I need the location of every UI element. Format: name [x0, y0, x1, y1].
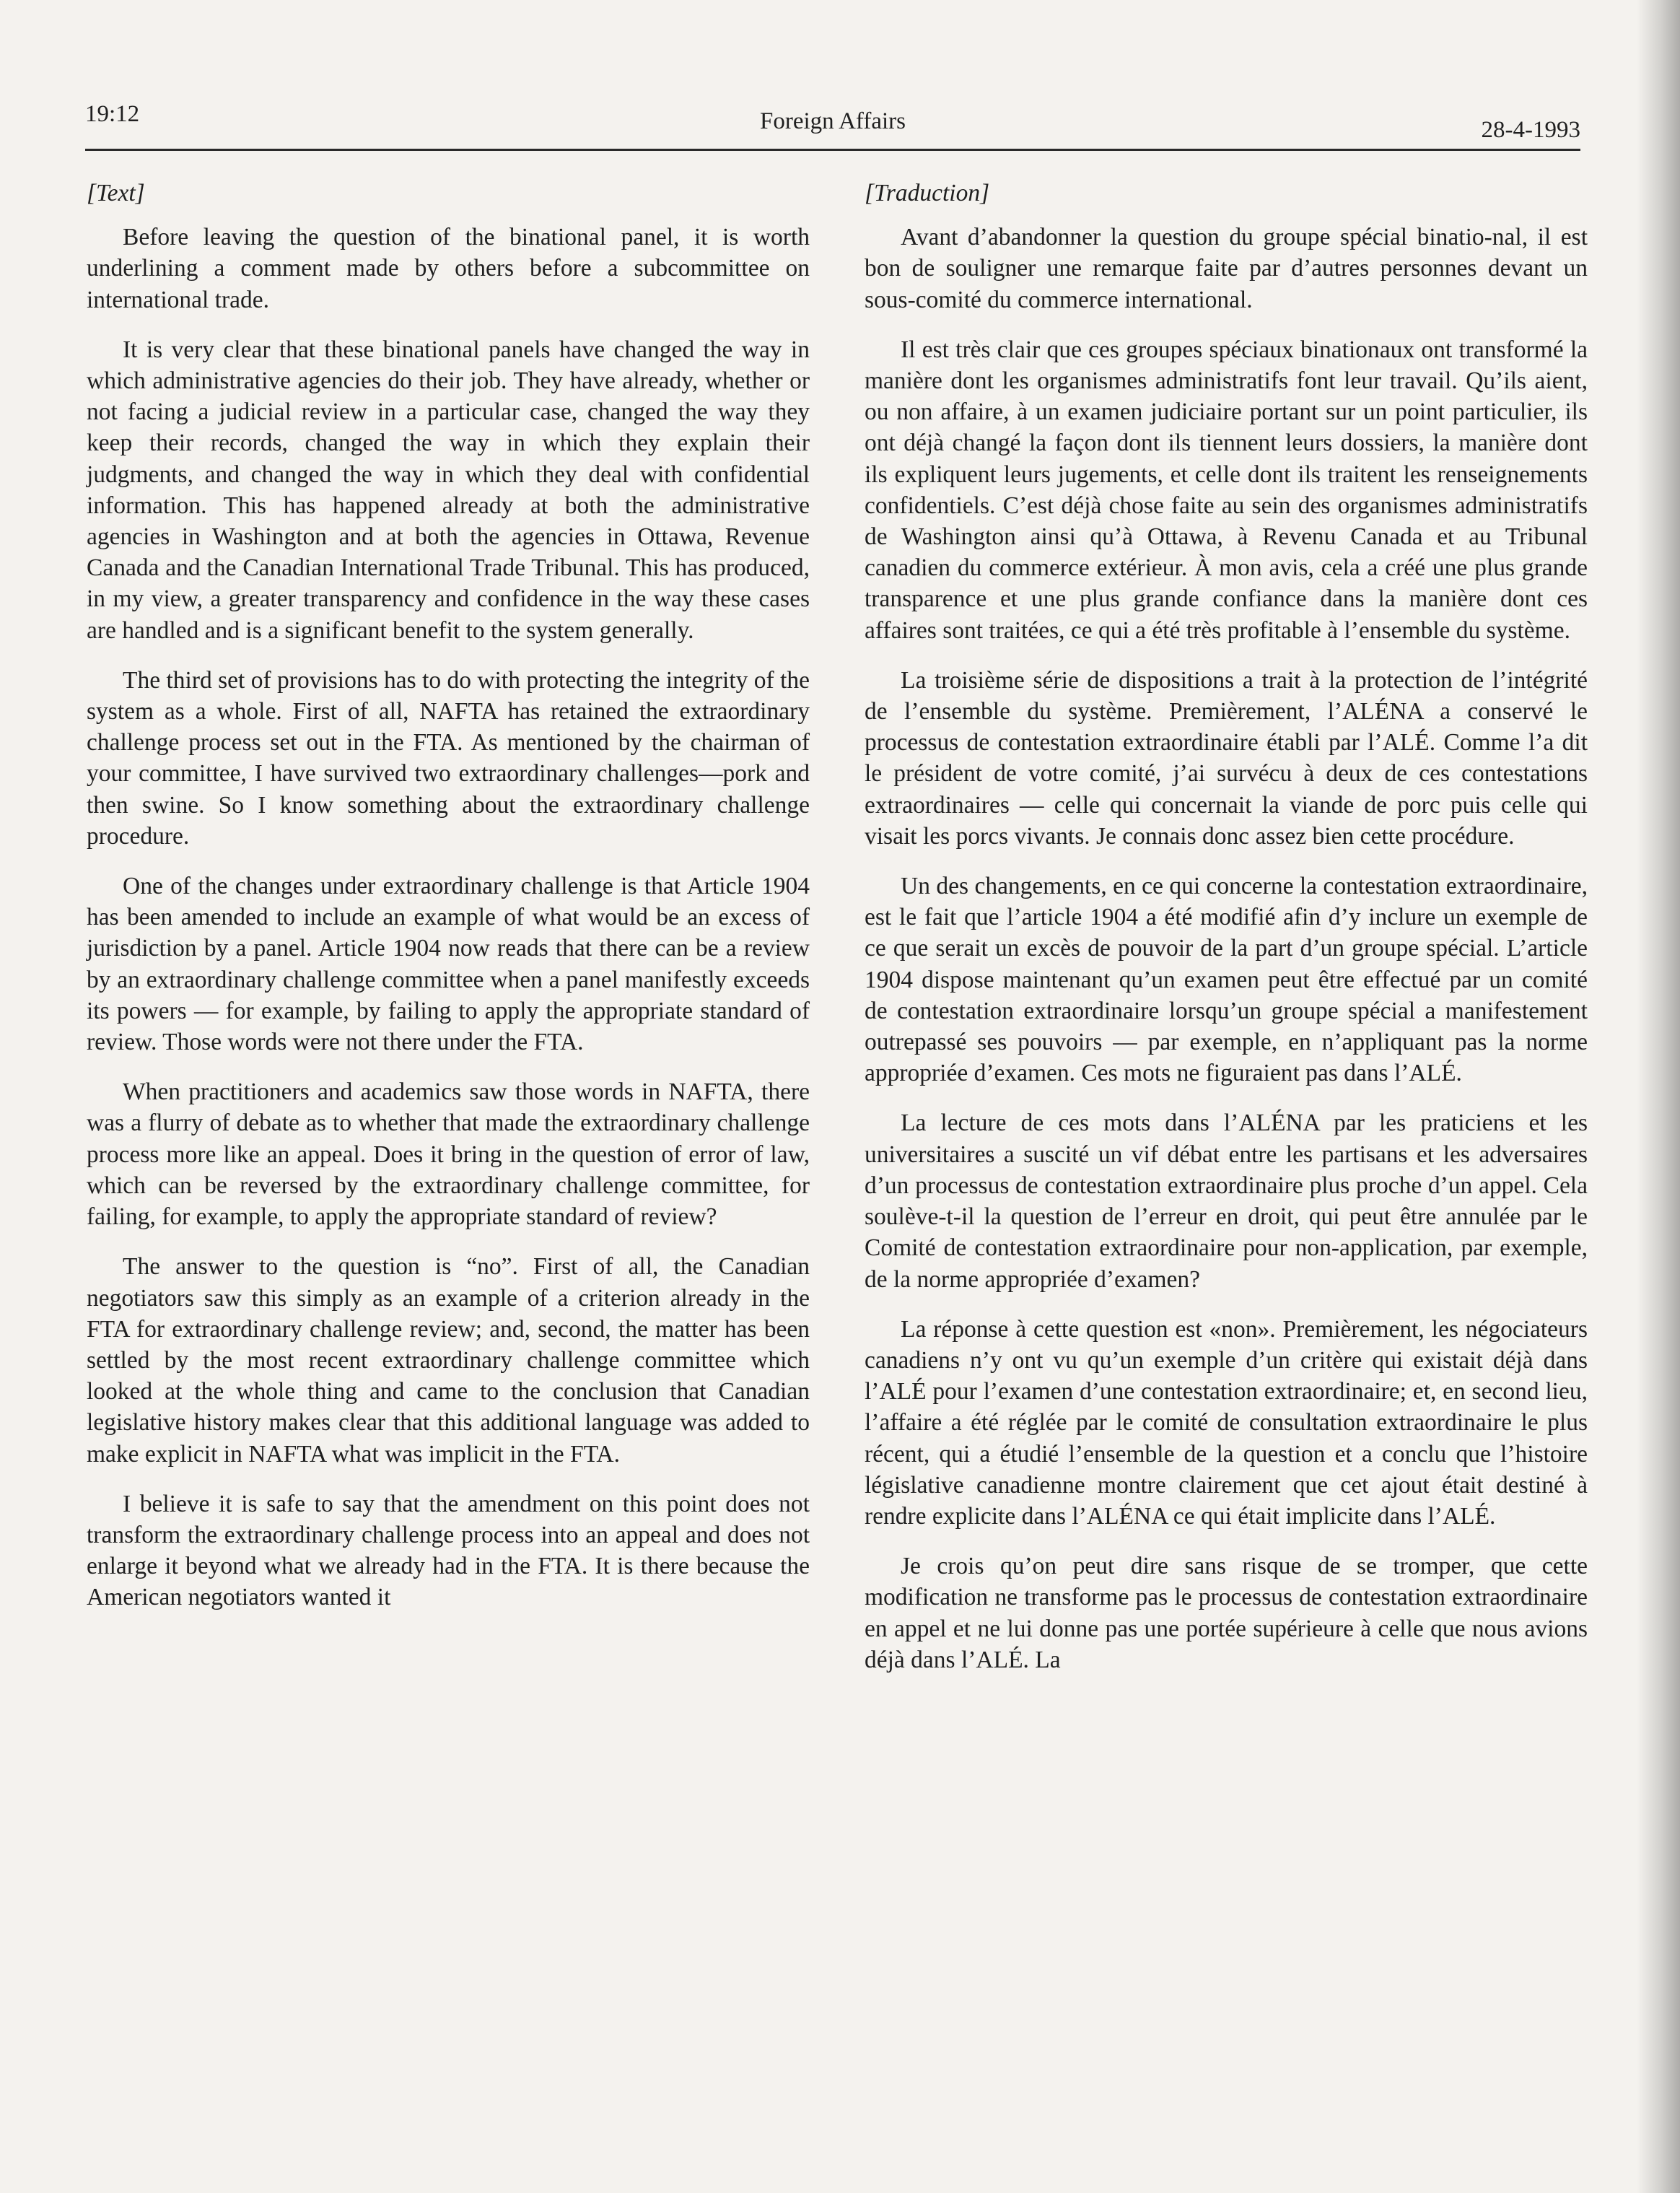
english-paragraph: Before leaving the question of the binational panel, it is worth underlining a comment made by others before a subcommittee on international trade.: [87, 224, 810, 313]
english-column: [87, 178, 810, 1632]
french-paragraph: La lecture de ces mots dans l’ALÉNA par les praticiens et les universitaires a suscité un vif débat entre les partisans et les adversaires d’un processus de contestation extraordinaire plus proche d’un appel. Cela soulève-t-il la question de l’erreur en droit, qui peut être annulée par le Comité de contestation extraordinaire pour non-application, par exemple, de la norme appropriée d’examen?: [865, 1109, 1588, 1293]
english-paragraph: It is very clear that these binational panels have changed the way in which administrative agencies do their job. They have already, whether or not facing a judicial review in a particular case, changed the way they keep their records, changed the way in which they explain their judgments, and changed the way in which they deal with confidential information. This has happened already at both the administrative agencies in Washington and at both the agencies in Ottawa, Revenue Canada and the Canadian International Trade Tribunal. This has produced, in my view, a greater transparency and confidence in the way these cases are handled and is a significant benefit to the system generally.: [87, 336, 810, 644]
header-date: 28-4-1993: [1481, 117, 1580, 143]
header-title: Foreign Affairs: [760, 108, 906, 134]
english-paragraph: The third set of provisions has to do with protecting the integrity of the system as a whole. First of all, NAFTA has retained the extraordinary challenge process set out in the FTA. As mentioned by the chairman of your committee, I have survived two extraordinary challenges—pork and then swine. So I know something about the extraordinary challenge procedure.: [87, 666, 810, 850]
french-label: [Traduction]: [865, 180, 990, 206]
french-paragraph: Il est très clair que ces groupes spéciaux binationaux ont transformé la manière dont les organismes administratifs font leur travail. Qu’ils aient, ou non affaire, à un examen judiciaire portant sur un point particulier, ils ont déjà changé la façon dont ils tiennent leurs dossiers, la manière dont ils expliquent leurs jugements, et celle dont ils traitent les renseignements confidentiels. C’est déjà chose faite au sein des organismes administratifs de Washington ainsi qu’à Ottawa, à Revenu Canada et au Tribunal canadien du commerce extérieur. À mon avis, cela a créé une plus grande transparence et une plus grande confiance dans la manière dont ces affaires sont traitées, ce qui a été très profitable à l’ensemble du système.: [865, 336, 1588, 644]
english-label: [Text]: [87, 180, 145, 206]
header-time: 19:12: [85, 101, 140, 127]
english-paragraph: When practitioners and academics saw those words in NAFTA, there was a flurry of debate as to whether that made the extraordinary challenge process more like an appeal. Does it bring in the question of error of law, which can be reversed by the extraordinary challenge committee, for failing, for example, to apply the appropriate standard of review?: [87, 1078, 810, 1231]
english-paragraph: I believe it is safe to say that the amendment on this point does not transform the extraordinary challenge process into an appeal and does not enlarge it beyond what we already had in the FTA. It is there because the American negotiators wanted it: [87, 1490, 810, 1611]
french-paragraph: Je crois qu’on peut dire sans risque de se tromper, que cette modification ne transforme pas le processus de contestation extraordinaire en appel et ne lui donne pas une portée supérieure à celle que nous avions déjà dans l’ALÉ. La: [865, 1553, 1588, 1673]
page-edge-shadow: [1637, 0, 1680, 2193]
french-paragraph: Un des changements, en ce qui concerne la contestation extraordinaire, est le fait que l’article 1904 a été modifié afin d’y inclure un exemple de ce que serait un excès de pouvoir de la part d’un groupe spécial. L’article 1904 dispose maintenant qu’un examen peut être effectué par un comité de contestation extraordinaire lorsqu’un groupe spécial a manifestement outrepassé ses pouvoirs — par exemple, en n’appliquant pas la norme appropriée d’examen. Ces mots ne figuraient pas dans l’ALÉ.: [865, 873, 1588, 1087]
french-paragraph: La réponse à cette question est «non». Premièrement, les négociateurs canadiens n’y ont vu qu’un exemple d’un critère qui existait déjà dans l’ALÉ pour l’examen d’une contestation extraordinaire; et, en second lieu, l’affaire a été réglée par le comité de consultation extraordinaire le plus récent, qui a étudié l’ensemble de la question et a conclu que l’histoire législative canadienne montre clairement que cet ajout était destiné à rendre explicite dans l’ALÉNA ce qui était implicite dans l’ALÉ.: [865, 1315, 1588, 1530]
english-paragraph: One of the changes under extraordinary challenge is that Article 1904 has been amended to include an example of what would be an excess of jurisdiction by a panel. Article 1904 now reads that there can be a review by an extraordinary challenge committee when a panel manifestly exceeds its powers — for example, by failing to apply the appropriate standard of review. Those words were not there under the FTA.: [87, 873, 810, 1056]
french-column: [865, 178, 1588, 1694]
page-header: [85, 101, 1580, 152]
french-paragraph: La troisième série de dispositions a trait à la protection de l’intégrité de l’ensemble du système. Premièrement, l’ALÉNA a conservé le processus de contestation extraordinaire établi par l’ALÉ. Comme l’a dit le président de votre comité, j’ai survécu à deux de ces contestations extraordinaires — celle qui concernait la viande de porc puis celle qui visait les porcs vivants. Je connais donc assez bien cette procédure.: [865, 666, 1588, 850]
header-rule: [85, 149, 1580, 151]
french-paragraph: Avant d’abandonner la question du groupe spécial binatio-nal, il est bon de souligner une remarque faite par d’autres personnes devant un sous-comité du commerce international.: [865, 224, 1588, 313]
english-paragraph: The answer to the question is “no”. First of all, the Canadian negotiators saw this simply as an example of a criterion already in the FTA for extraordinary challenge review; and, second, the matter has been settled by the most recent extraordinary challenge committee which looked at the whole thing and came to the conclusion that Canadian legislative history makes clear that this additional language was added to make explicit in NAFTA what was implicit in the FTA.: [87, 1253, 810, 1468]
